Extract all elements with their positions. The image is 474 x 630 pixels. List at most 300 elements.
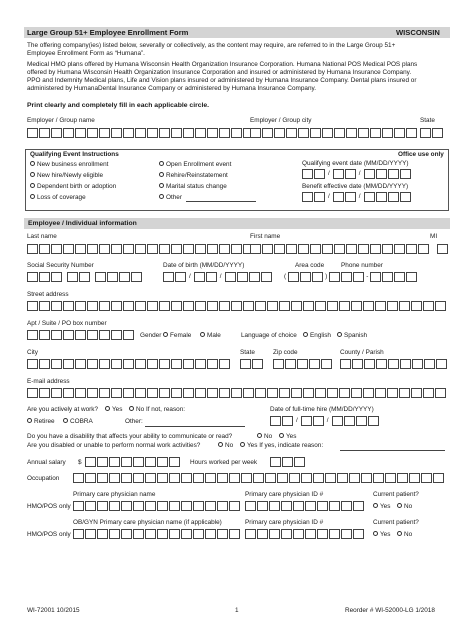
char-box[interactable] [302, 169, 313, 179]
char-box[interactable] [265, 473, 276, 483]
char-box[interactable] [352, 359, 363, 369]
char-box[interactable] [145, 501, 156, 511]
char-box[interactable] [51, 330, 62, 340]
char-box[interactable] [281, 529, 292, 539]
gender-female[interactable]: Female [163, 332, 191, 340]
radio-circle[interactable] [30, 194, 35, 199]
char-box[interactable] [294, 457, 305, 467]
char-box[interactable] [400, 359, 411, 369]
char-box[interactable] [325, 473, 336, 483]
char-box[interactable] [344, 416, 355, 426]
char-box[interactable] [75, 128, 86, 138]
phone-field[interactable] [282, 272, 417, 282]
annual-salary-field[interactable] [85, 457, 180, 467]
char-box[interactable] [171, 244, 182, 254]
char-box[interactable] [432, 128, 443, 138]
char-box[interactable] [27, 244, 38, 254]
char-box[interactable] [207, 359, 218, 369]
char-box[interactable] [109, 457, 120, 467]
char-box[interactable] [305, 501, 316, 511]
employer-name-field[interactable] [27, 128, 254, 138]
pcp-name-field[interactable] [73, 501, 240, 511]
char-box[interactable] [397, 473, 408, 483]
char-box[interactable] [75, 301, 86, 311]
char-box[interactable] [249, 272, 260, 282]
radio-circle[interactable] [30, 183, 35, 188]
option-rehire[interactable]: Rehire/Reinstatement [159, 172, 228, 180]
event-date-field[interactable] [302, 169, 411, 179]
char-box[interactable] [361, 473, 372, 483]
language-spanish[interactable]: Spanish [337, 332, 367, 340]
char-box[interactable] [281, 501, 292, 511]
disability-reason-line[interactable] [340, 450, 445, 451]
radio-circle[interactable] [159, 194, 164, 199]
option-open-enrollment[interactable]: Open Enrollment event [159, 161, 231, 169]
last-name-field[interactable] [27, 244, 254, 254]
employer-state-field[interactable] [420, 128, 443, 138]
char-box[interactable] [387, 388, 398, 398]
char-box[interactable] [341, 272, 352, 282]
char-box[interactable] [375, 301, 386, 311]
char-box[interactable] [303, 301, 314, 311]
option-other[interactable]: Other [159, 194, 182, 202]
option-new-business[interactable]: New business enrollment [30, 161, 108, 169]
char-box[interactable] [87, 330, 98, 340]
radio-circle[interactable] [129, 406, 134, 411]
char-box[interactable] [334, 244, 345, 254]
char-box[interactable] [300, 272, 311, 282]
char-box[interactable] [310, 128, 321, 138]
city-field[interactable] [27, 359, 230, 369]
reason-cobra[interactable]: COBRA [63, 418, 93, 426]
char-box[interactable] [194, 272, 205, 282]
char-box[interactable] [257, 529, 268, 539]
char-box[interactable] [145, 473, 156, 483]
char-box[interactable] [351, 301, 362, 311]
char-box[interactable] [309, 359, 320, 369]
char-box[interactable] [205, 473, 216, 483]
char-box[interactable] [293, 501, 304, 511]
char-box[interactable] [51, 388, 62, 398]
char-box[interactable] [351, 388, 362, 398]
char-box[interactable] [51, 301, 62, 311]
char-box[interactable] [217, 529, 228, 539]
char-box[interactable] [85, 473, 96, 483]
char-box[interactable] [310, 244, 321, 254]
char-box[interactable] [147, 128, 158, 138]
char-box[interactable] [183, 388, 194, 398]
char-box[interactable] [63, 359, 74, 369]
char-box[interactable] [411, 301, 422, 311]
char-box[interactable] [305, 529, 316, 539]
char-box[interactable] [327, 388, 338, 398]
char-box[interactable] [241, 473, 252, 483]
char-box[interactable] [63, 388, 74, 398]
actively-no[interactable]: No If not, reason: [129, 406, 185, 414]
char-box[interactable] [412, 359, 423, 369]
char-box[interactable] [207, 388, 218, 398]
char-box[interactable] [286, 128, 297, 138]
char-box[interactable] [135, 244, 146, 254]
char-box[interactable] [293, 529, 304, 539]
char-box[interactable] [364, 359, 375, 369]
char-box[interactable] [370, 272, 381, 282]
char-box[interactable] [111, 244, 122, 254]
char-box[interactable] [39, 244, 50, 254]
char-box[interactable] [171, 301, 182, 311]
radio-circle[interactable] [105, 406, 110, 411]
radio-circle[interactable] [373, 531, 378, 536]
char-box[interactable] [436, 359, 447, 369]
char-box[interactable] [39, 388, 50, 398]
char-box[interactable] [63, 330, 74, 340]
char-box[interactable] [262, 244, 273, 254]
radio-circle[interactable] [397, 503, 402, 508]
char-box[interactable] [123, 330, 134, 340]
option-new-hire[interactable]: New hire/Newly eligible [30, 172, 103, 180]
char-box[interactable] [145, 529, 156, 539]
char-box[interactable] [269, 529, 280, 539]
char-box[interactable] [195, 388, 206, 398]
option-loss-of-coverage[interactable]: Loss of coverage [30, 194, 86, 202]
char-box[interactable] [312, 272, 323, 282]
char-box[interactable] [27, 301, 38, 311]
pcp-current-yes[interactable]: Yes [373, 503, 390, 511]
char-box[interactable] [159, 388, 170, 398]
char-box[interactable] [273, 359, 284, 369]
char-box[interactable] [121, 473, 132, 483]
char-box[interactable] [231, 128, 242, 138]
char-box[interactable] [231, 301, 242, 311]
char-box[interactable] [252, 359, 263, 369]
char-box[interactable] [329, 272, 340, 282]
zip-field[interactable] [273, 359, 332, 369]
char-box[interactable] [243, 388, 254, 398]
char-box[interactable] [107, 272, 118, 282]
char-box[interactable] [406, 244, 417, 254]
char-box[interactable] [297, 359, 308, 369]
char-box[interactable] [171, 359, 182, 369]
char-box[interactable] [193, 473, 204, 483]
char-box[interactable] [159, 301, 170, 311]
reason-other-line[interactable] [145, 426, 245, 427]
char-box[interactable] [341, 529, 352, 539]
char-box[interactable] [388, 359, 399, 369]
char-box[interactable] [327, 301, 338, 311]
char-box[interactable] [388, 169, 399, 179]
char-box[interactable] [85, 501, 96, 511]
char-box[interactable] [219, 128, 230, 138]
char-box[interactable] [159, 244, 170, 254]
char-box[interactable] [358, 128, 369, 138]
char-box[interactable] [399, 301, 410, 311]
char-box[interactable] [250, 128, 261, 138]
radio-circle[interactable] [279, 433, 284, 438]
char-box[interactable] [97, 473, 108, 483]
char-box[interactable] [286, 244, 297, 254]
char-box[interactable] [376, 169, 387, 179]
char-box[interactable] [370, 244, 381, 254]
char-box[interactable] [321, 359, 332, 369]
full-time-hire-field[interactable] [270, 416, 379, 426]
char-box[interactable] [358, 244, 369, 254]
char-box[interactable] [123, 359, 134, 369]
radio-circle[interactable] [337, 332, 342, 337]
char-box[interactable] [27, 330, 38, 340]
char-box[interactable] [147, 388, 158, 398]
char-box[interactable] [219, 359, 230, 369]
char-box[interactable] [229, 529, 240, 539]
email-field[interactable] [27, 388, 446, 398]
char-box[interactable] [267, 388, 278, 398]
obgyn-current-yes[interactable]: Yes [373, 531, 390, 539]
char-box[interactable] [219, 244, 230, 254]
char-box[interactable] [183, 359, 194, 369]
char-box[interactable] [314, 192, 325, 202]
char-box[interactable] [133, 473, 144, 483]
char-box[interactable] [169, 473, 180, 483]
char-box[interactable] [279, 388, 290, 398]
char-box[interactable] [270, 416, 281, 426]
char-box[interactable] [363, 301, 374, 311]
radio-circle[interactable] [373, 503, 378, 508]
char-box[interactable] [99, 301, 110, 311]
char-box[interactable] [63, 128, 74, 138]
char-box[interactable] [135, 388, 146, 398]
char-box[interactable] [27, 388, 38, 398]
disability-2-yes[interactable]: Yes If yes, indicate reason: [240, 442, 323, 450]
char-box[interactable] [147, 301, 158, 311]
radio-circle[interactable] [218, 442, 223, 447]
char-box[interactable] [205, 501, 216, 511]
char-box[interactable] [39, 301, 50, 311]
char-box[interactable] [75, 330, 86, 340]
char-box[interactable] [394, 128, 405, 138]
char-box[interactable] [157, 457, 168, 467]
char-box[interactable] [370, 128, 381, 138]
other-reason-line[interactable] [186, 201, 256, 202]
char-box[interactable] [73, 501, 84, 511]
char-box[interactable] [322, 244, 333, 254]
char-box[interactable] [274, 244, 285, 254]
char-box[interactable] [399, 388, 410, 398]
char-box[interactable] [131, 272, 142, 282]
char-box[interactable] [87, 128, 98, 138]
char-box[interactable] [225, 272, 236, 282]
disability-1-no[interactable]: No [257, 433, 272, 441]
char-box[interactable] [285, 359, 296, 369]
char-box[interactable] [387, 301, 398, 311]
char-box[interactable] [67, 272, 78, 282]
char-box[interactable] [123, 244, 134, 254]
char-box[interactable] [291, 388, 302, 398]
radio-circle[interactable] [240, 442, 245, 447]
char-box[interactable] [206, 272, 217, 282]
char-box[interactable] [111, 128, 122, 138]
char-box[interactable] [109, 529, 120, 539]
char-box[interactable] [39, 359, 50, 369]
apt-field[interactable] [27, 330, 134, 340]
char-box[interactable] [298, 244, 309, 254]
char-box[interactable] [250, 244, 261, 254]
char-box[interactable] [303, 388, 314, 398]
char-box[interactable] [87, 301, 98, 311]
char-box[interactable] [133, 501, 144, 511]
char-box[interactable] [400, 192, 411, 202]
char-box[interactable] [27, 128, 38, 138]
char-box[interactable] [39, 272, 50, 282]
char-box[interactable] [245, 501, 256, 511]
char-box[interactable] [147, 244, 158, 254]
char-box[interactable] [339, 388, 350, 398]
char-box[interactable] [171, 128, 182, 138]
radio-circle[interactable] [257, 433, 262, 438]
char-box[interactable] [288, 272, 299, 282]
char-box[interactable] [39, 330, 50, 340]
char-box[interactable] [262, 128, 273, 138]
char-box[interactable] [421, 473, 432, 483]
char-box[interactable] [289, 473, 300, 483]
char-box[interactable] [257, 501, 268, 511]
char-box[interactable] [333, 169, 344, 179]
char-box[interactable] [135, 301, 146, 311]
char-box[interactable] [376, 192, 387, 202]
char-box[interactable] [420, 128, 431, 138]
char-box[interactable] [375, 388, 386, 398]
char-box[interactable] [341, 501, 352, 511]
char-box[interactable] [95, 272, 106, 282]
char-box[interactable] [195, 128, 206, 138]
char-box[interactable] [157, 501, 168, 511]
char-box[interactable] [376, 359, 387, 369]
char-box[interactable] [317, 529, 328, 539]
radio-circle[interactable] [200, 332, 205, 337]
char-box[interactable] [363, 388, 374, 398]
char-box[interactable] [111, 388, 122, 398]
char-box[interactable] [255, 301, 266, 311]
char-box[interactable] [99, 388, 110, 398]
char-box[interactable] [424, 359, 435, 369]
char-box[interactable] [329, 529, 340, 539]
occupation-field[interactable] [73, 473, 444, 483]
obgyn-id-field[interactable] [245, 529, 364, 539]
char-box[interactable] [85, 457, 96, 467]
char-box[interactable] [175, 272, 186, 282]
char-box[interactable] [353, 272, 364, 282]
char-box[interactable] [135, 359, 146, 369]
char-box[interactable] [183, 244, 194, 254]
char-box[interactable] [217, 473, 228, 483]
pcp-current-no[interactable]: No [397, 503, 412, 511]
char-box[interactable] [364, 192, 375, 202]
hours-field[interactable] [270, 457, 305, 467]
option-marital-status[interactable]: Marital status change [159, 183, 227, 191]
char-box[interactable] [169, 529, 180, 539]
char-box[interactable] [394, 244, 405, 254]
char-box[interactable] [267, 301, 278, 311]
radio-circle[interactable] [63, 418, 68, 423]
char-box[interactable] [315, 301, 326, 311]
char-box[interactable] [313, 416, 324, 426]
char-box[interactable] [97, 529, 108, 539]
char-box[interactable] [298, 128, 309, 138]
char-box[interactable] [73, 473, 84, 483]
char-box[interactable] [27, 272, 38, 282]
char-box[interactable] [245, 529, 256, 539]
char-box[interactable] [385, 473, 396, 483]
char-box[interactable] [121, 529, 132, 539]
char-box[interactable] [205, 529, 216, 539]
char-box[interactable] [97, 457, 108, 467]
char-box[interactable] [111, 301, 122, 311]
char-box[interactable] [99, 330, 110, 340]
char-box[interactable] [99, 128, 110, 138]
char-box[interactable] [133, 529, 144, 539]
char-box[interactable] [269, 501, 280, 511]
obgyn-current-no[interactable]: No [397, 531, 412, 539]
char-box[interactable] [437, 244, 448, 254]
state-field[interactable] [240, 359, 263, 369]
char-box[interactable] [302, 192, 313, 202]
char-box[interactable] [51, 359, 62, 369]
first-name-field[interactable] [250, 244, 429, 254]
char-box[interactable] [195, 301, 206, 311]
gender-male[interactable]: Male [200, 332, 221, 340]
char-box[interactable] [99, 359, 110, 369]
char-box[interactable] [181, 473, 192, 483]
char-box[interactable] [274, 128, 285, 138]
char-box[interactable] [183, 301, 194, 311]
radio-circle[interactable] [159, 161, 164, 166]
char-box[interactable] [217, 501, 228, 511]
char-box[interactable] [353, 501, 364, 511]
char-box[interactable] [87, 388, 98, 398]
char-box[interactable] [157, 473, 168, 483]
char-box[interactable] [111, 359, 122, 369]
char-box[interactable] [406, 272, 417, 282]
char-box[interactable] [193, 501, 204, 511]
char-box[interactable] [181, 529, 192, 539]
char-box[interactable] [270, 457, 281, 467]
char-box[interactable] [73, 529, 84, 539]
char-box[interactable] [388, 192, 399, 202]
char-box[interactable] [159, 359, 170, 369]
char-box[interactable] [411, 388, 422, 398]
char-box[interactable] [322, 128, 333, 138]
char-box[interactable] [135, 128, 146, 138]
reason-retiree[interactable]: Retiree [27, 418, 55, 426]
char-box[interactable] [63, 301, 74, 311]
char-box[interactable] [339, 301, 350, 311]
char-box[interactable] [119, 272, 130, 282]
char-box[interactable] [123, 128, 134, 138]
char-box[interactable] [87, 359, 98, 369]
effective-date-field[interactable] [302, 192, 411, 202]
char-box[interactable] [253, 473, 264, 483]
char-box[interactable] [255, 388, 266, 398]
char-box[interactable] [382, 128, 393, 138]
char-box[interactable] [433, 473, 444, 483]
char-box[interactable] [123, 388, 134, 398]
char-box[interactable] [231, 244, 242, 254]
radio-circle[interactable] [30, 161, 35, 166]
char-box[interactable] [169, 501, 180, 511]
char-box[interactable] [181, 501, 192, 511]
char-box[interactable] [240, 359, 251, 369]
char-box[interactable] [193, 529, 204, 539]
char-box[interactable] [51, 244, 62, 254]
char-box[interactable] [314, 169, 325, 179]
